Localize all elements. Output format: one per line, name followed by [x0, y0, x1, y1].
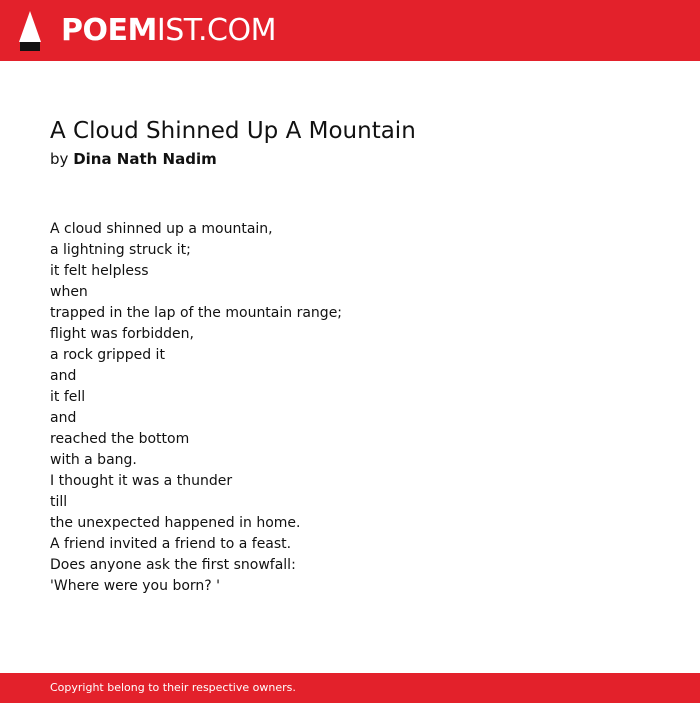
top-bar — [0, 0, 700, 61]
poem-line: reached the bottom — [50, 431, 190, 447]
poem-line: the unexpected happened in home. — [50, 515, 301, 531]
poem-line: with a bang. — [50, 452, 137, 468]
logo-light-part: IST.COM — [156, 13, 276, 48]
poem-line: A cloud shinned up a mountain, — [50, 221, 273, 237]
poem-line: a rock gripped it — [50, 347, 165, 363]
poem-line: I thought it was a thunder — [50, 473, 233, 489]
poem-line: it felt helpless — [50, 263, 149, 279]
poem-line: trapped in the lap of the mountain range; — [50, 305, 343, 321]
poem-line: A friend invited a friend to a feast. — [50, 536, 292, 552]
poem-line: a lightning struck it; — [50, 242, 191, 258]
poem-line: till — [50, 494, 68, 510]
copyright-notice: Copyright belong to their respective owners. — [50, 681, 296, 694]
author-name: Dina Nath Nadim — [73, 150, 217, 168]
poem-line: and — [50, 410, 77, 426]
poem-body — [50, 219, 670, 597]
poem-content — [50, 116, 670, 597]
site-logo-text — [61, 9, 276, 53]
byline-prefix: by — [50, 150, 69, 168]
byline — [50, 148, 670, 170]
poem-line: and — [50, 368, 77, 384]
poem-line: flight was forbidden, — [50, 326, 194, 342]
footer-bar — [0, 673, 700, 703]
poem-line: 'Where were you born? ' — [50, 578, 221, 594]
poem-line: it fell — [50, 389, 86, 405]
poem-title: A Cloud Shinned Up A Mountain — [50, 118, 416, 144]
poem-line: when — [50, 284, 88, 300]
logo-bold-part: POEM — [61, 13, 157, 48]
poem-line: Does anyone ask the first snowfall: — [50, 557, 296, 573]
site-logo-link[interactable] — [18, 9, 276, 53]
pencil-tip-icon — [18, 10, 42, 52]
